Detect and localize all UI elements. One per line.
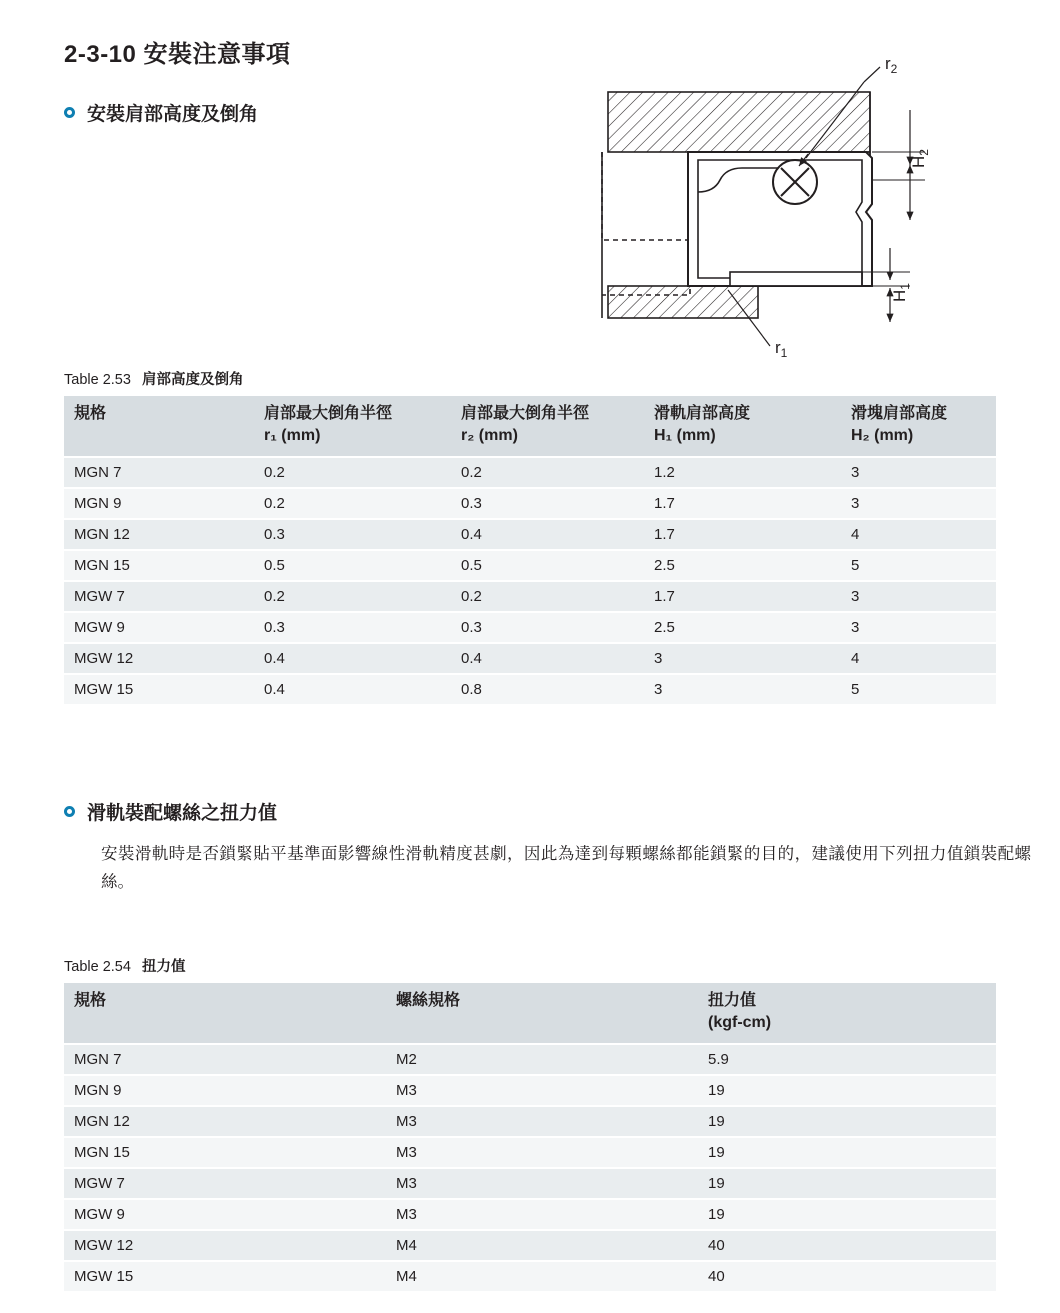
- table-header-row: [64, 983, 996, 1044]
- table-row: [64, 457, 996, 488]
- table-cell: 0.5: [451, 550, 644, 581]
- table-row: [64, 612, 996, 643]
- table-cell: M3: [386, 1168, 698, 1199]
- table-cell: 40: [698, 1261, 996, 1292]
- torque-value-table: [64, 983, 996, 1293]
- table-row: [64, 1137, 996, 1168]
- bullet-heading-torque: [64, 798, 277, 825]
- col-header-h1: 滑軌肩部高度 H₁ (mm): [644, 396, 841, 457]
- table-253-caption-number: Table 2.53: [64, 372, 131, 388]
- table-cell: 1.2: [644, 457, 841, 488]
- spec-row-label: MGW 7: [64, 1168, 386, 1199]
- table-cell: 19: [698, 1075, 996, 1106]
- table-row: [64, 550, 996, 581]
- table-cell: 3: [841, 612, 996, 643]
- table-254-caption: [64, 955, 185, 976]
- table-cell: 0.2: [451, 457, 644, 488]
- table-row: [64, 581, 996, 612]
- page-title: 2-3-10 安裝注意事項: [64, 41, 291, 68]
- table-row: [64, 643, 996, 674]
- table-row: [64, 1106, 996, 1137]
- col-header-spec: 規格: [64, 396, 254, 457]
- table-cell: 4: [841, 519, 996, 550]
- table-row: [64, 1075, 996, 1106]
- table-cell: 0.3: [254, 612, 451, 643]
- table-cell: 0.4: [451, 519, 644, 550]
- table-254-caption-text: 扭力值: [141, 959, 186, 975]
- table-cell: M3: [386, 1137, 698, 1168]
- table-cell: M2: [386, 1044, 698, 1075]
- table-cell: M3: [386, 1199, 698, 1230]
- table-cell: 2.5: [644, 550, 841, 581]
- table-cell: 0.4: [254, 643, 451, 674]
- bullet-label: 安裝肩部高度及倒角: [87, 104, 259, 125]
- table-header-row: [64, 396, 996, 457]
- spec-row-label: MGN 15: [64, 550, 254, 581]
- spec-row-label: MGN 9: [64, 1075, 386, 1106]
- table-row: [64, 1199, 996, 1230]
- table-cell: 0.8: [451, 674, 644, 705]
- bullet-heading-shoulder-height: [64, 99, 258, 126]
- table-cell: 0.5: [254, 550, 451, 581]
- spec-row-label: MGW 9: [64, 1199, 386, 1230]
- col-header-r1: 肩部最大倒角半徑 r₁ (mm): [254, 396, 451, 457]
- spec-row-label: MGW 9: [64, 612, 254, 643]
- shoulder-height-table: [64, 396, 996, 706]
- spec-row-label: MGW 12: [64, 643, 254, 674]
- col-header-torque: 扭力值 (kgf-cm): [698, 983, 996, 1044]
- table-cell: 0.2: [254, 457, 451, 488]
- table-cell: 1.7: [644, 519, 841, 550]
- spec-row-label: MGN 12: [64, 519, 254, 550]
- table-cell: M3: [386, 1075, 698, 1106]
- table-254-caption-number: Table 2.54: [64, 959, 131, 975]
- table-cell: 3: [841, 581, 996, 612]
- table-cell: 3: [841, 488, 996, 519]
- table-cell: 40: [698, 1230, 996, 1261]
- spec-row-label: MGW 15: [64, 674, 254, 705]
- spec-row-label: MGN 12: [64, 1106, 386, 1137]
- installation-diagram: [580, 40, 1020, 370]
- table-cell: M3: [386, 1106, 698, 1137]
- spec-row-label: MGW 12: [64, 1230, 386, 1261]
- table-row: [64, 1044, 996, 1075]
- table-cell: 19: [698, 1168, 996, 1199]
- table-cell: 3: [644, 674, 841, 705]
- table-cell: M4: [386, 1230, 698, 1261]
- col-header-screw-size: 螺絲規格: [386, 983, 698, 1044]
- bullet-dot-icon: [64, 107, 75, 118]
- label-r1: $r_1$: [775, 338, 788, 360]
- label-h2: $H_2$: [909, 149, 931, 168]
- table-cell: 1.7: [644, 581, 841, 612]
- label-r2: $r_2$: [885, 54, 898, 76]
- table-cell: 0.3: [451, 612, 644, 643]
- table-cell: 5: [841, 550, 996, 581]
- bullet-dot-icon: [64, 806, 75, 817]
- label-h1: $H_1$: [890, 283, 912, 302]
- table-row: [64, 519, 996, 550]
- table-cell: 0.4: [451, 643, 644, 674]
- table-cell: 19: [698, 1199, 996, 1230]
- body-paragraph: 安裝滑軌時是否鎖緊貼平基準面影響線性滑軌精度甚劇，因此為達到每顆螺絲都能鎖緊的目的，建議使用下列扭力值鎖裝配螺絲。: [101, 845, 1031, 891]
- table-row: [64, 1261, 996, 1292]
- table-cell: 19: [698, 1137, 996, 1168]
- spec-row-label: MGW 15: [64, 1261, 386, 1292]
- table-row: [64, 1168, 996, 1199]
- table-row: [64, 674, 996, 705]
- table-cell: 0.2: [254, 581, 451, 612]
- table-cell: 3: [644, 643, 841, 674]
- spec-row-label: MGN 7: [64, 1044, 386, 1075]
- col-header-r2: 肩部最大倒角半徑 r₂ (mm): [451, 396, 644, 457]
- spec-row-label: MGN 7: [64, 457, 254, 488]
- spec-row-label: MGW 7: [64, 581, 254, 612]
- spec-row-label: MGN 9: [64, 488, 254, 519]
- spec-row-label: MGN 15: [64, 1137, 386, 1168]
- col-header-h2: 滑塊肩部高度 H₂ (mm): [841, 396, 996, 457]
- table-cell: M4: [386, 1261, 698, 1292]
- table-row: [64, 488, 996, 519]
- table-cell: 0.3: [451, 488, 644, 519]
- table-cell: 19: [698, 1106, 996, 1137]
- table-cell: 2.5: [644, 612, 841, 643]
- table-253-caption-text: 肩部高度及倒角: [141, 372, 244, 388]
- table-row: [64, 1230, 996, 1261]
- table-cell: 5: [841, 674, 996, 705]
- col-header-spec: 規格: [64, 983, 386, 1044]
- bullet-label: 滑軌裝配螺絲之扭力值: [87, 803, 278, 824]
- table-cell: 4: [841, 643, 996, 674]
- table-cell: 5.9: [698, 1044, 996, 1075]
- table-254-body: [64, 1044, 996, 1292]
- table-cell: 0.2: [254, 488, 451, 519]
- table-cell: 0.4: [254, 674, 451, 705]
- table-cell: 0.3: [254, 519, 451, 550]
- table-cell: 3: [841, 457, 996, 488]
- table-253-caption: [64, 368, 243, 389]
- table-253-body: [64, 457, 996, 705]
- table-cell: 0.2: [451, 581, 644, 612]
- table-cell: 1.7: [644, 488, 841, 519]
